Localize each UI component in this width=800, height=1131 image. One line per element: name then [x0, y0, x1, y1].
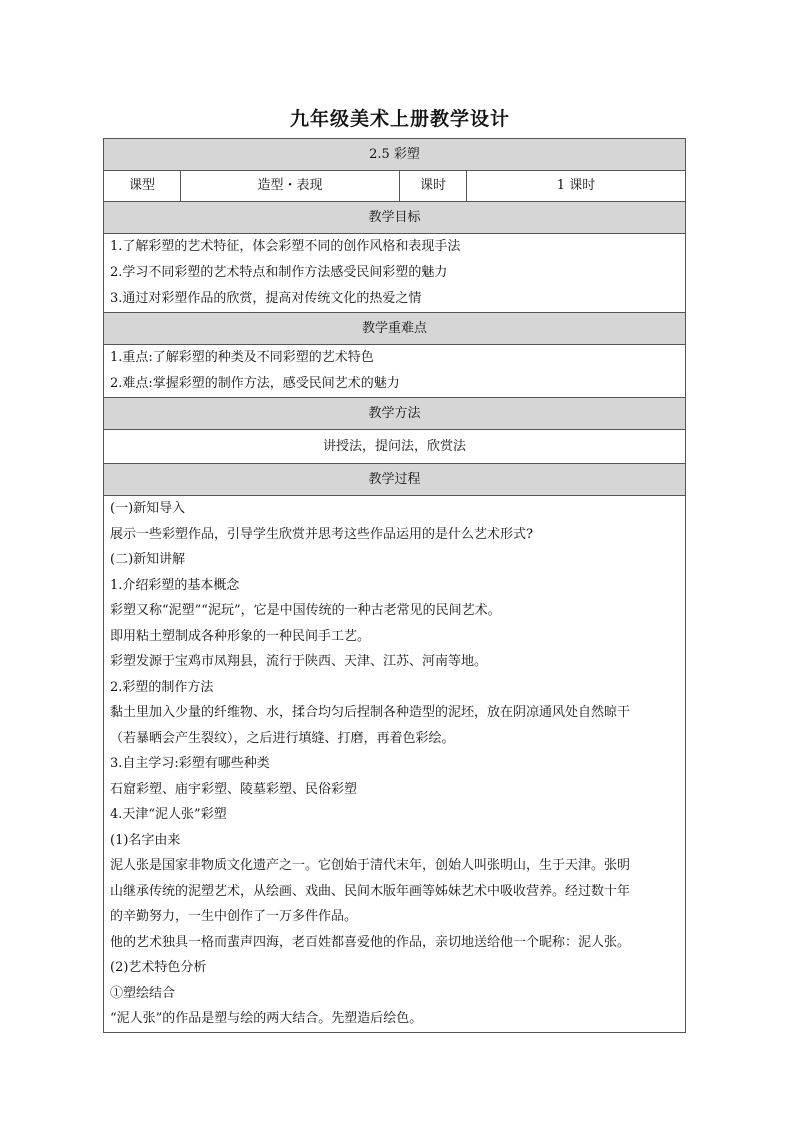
process-line: 黏土里加入少量的纤维物、水，揉合均匀后捏制各种造型的泥坯，放在阴凉通风处自然晾干 [110, 705, 631, 720]
objectives-header: 教学目标 [104, 202, 686, 234]
process-line: “泥人张”的作品是塑与绘的两大结合。先塑造后绘色。 [110, 1011, 423, 1026]
objective-item: 2.学习不同彩塑的艺术特点和制作方法感受民间彩塑的魅力 [110, 265, 448, 280]
process-line: 彩塑又称“泥塑”“泥玩”，它是中国传统的一种古老常见的民间艺术。 [110, 603, 501, 618]
process-line: 2.彩塑的制作方法 [110, 679, 214, 695]
process-line: (1)名字由来 [110, 832, 181, 848]
objectives-row [104, 234, 686, 313]
process-line: 1.介绍彩塑的基本概念 [110, 577, 240, 593]
process-row [104, 496, 686, 1033]
key-point-item: 2.难点:掌握彩塑的制作方法，感受民间艺术的魅力 [110, 376, 400, 391]
methods-header: 教学方法 [104, 398, 686, 430]
objective-item: 3.通过对彩塑作品的欣赏，提高对传统文化的热爱之情 [110, 291, 422, 306]
class-hours-label: 课时 [400, 171, 467, 202]
process-line: 3.自主学习:彩塑有哪些种类 [110, 756, 270, 771]
objective-item: 1.了解彩塑的艺术特征，体会彩塑不同的创作风格和表现手法 [110, 239, 461, 254]
key-points-cell [104, 345, 686, 398]
process-header: 教学过程 [104, 464, 686, 496]
process-line: 山继承传统的泥塑艺术，从绘画、戏曲、民间木版年画等姊妹艺术中吸收营养。经过数十年 [110, 883, 631, 899]
key-point-item: 1.重点:了解彩塑的种类及不同彩塑的艺术特色 [110, 350, 374, 365]
course-type-label: 课型 [104, 171, 181, 202]
process-line: 他的艺术独具一格而蜚声四海，老百姓都喜爱他的作品，亲切地送给他一个昵称：泥人张。 [110, 934, 631, 950]
lesson-plan-table [103, 138, 686, 1033]
lesson-title-row [104, 139, 686, 171]
process-line: (一)新知导入 [110, 501, 186, 516]
key-points-header: 教学重难点 [104, 313, 686, 345]
process-line: （若暴晒会产生裂纹），之后进行填缝、打磨，再着色彩绘。 [110, 730, 455, 746]
process-line: ①塑绘结合 [110, 985, 176, 1001]
process-line: 的辛勤努力，一生中创作了一万多件作品。 [110, 909, 358, 924]
process-line: 4.天津“泥人张”彩塑 [110, 807, 227, 822]
info-row [104, 171, 686, 202]
process-line: 石窟彩塑、庙宇彩塑、陵墓彩塑、民俗彩塑 [110, 781, 358, 797]
methods-header-row [104, 398, 686, 430]
objectives-cell [104, 234, 686, 313]
process-line: (二)新知讲解 [110, 552, 186, 567]
process-line: 展示一些彩塑作品，引导学生欣赏并思考这些作品运用的是什么艺术形式? [110, 526, 533, 542]
process-cell [104, 496, 686, 1033]
process-header-row [104, 464, 686, 496]
process-line: 即用粘土塑制成各种形象的一种民间手工艺。 [110, 628, 371, 644]
key-points-header-row [104, 313, 686, 345]
methods-row [104, 430, 686, 464]
document-title: 九年级美术上册教学设计 [289, 108, 510, 130]
objectives-header-row [104, 202, 686, 234]
process-line: 彩塑发源于宝鸡市凤翔县，流行于陕西、天津、江苏、河南等地。 [110, 654, 488, 669]
process-line: (2)艺术特色分析 [110, 960, 207, 975]
course-type-value: 造型・表现 [181, 171, 400, 202]
process-line: 泥人张是国家非物质文化遗产之一。它创始于清代末年，创始人叫张明山，生于天津。张明 [110, 858, 631, 873]
key-points-row [104, 345, 686, 398]
lesson-title: 2.5 彩塑 [104, 139, 686, 171]
methods-value: 讲授法，提问法，欣赏法 [104, 430, 686, 464]
class-hours-value: 1 课时 [467, 171, 686, 202]
